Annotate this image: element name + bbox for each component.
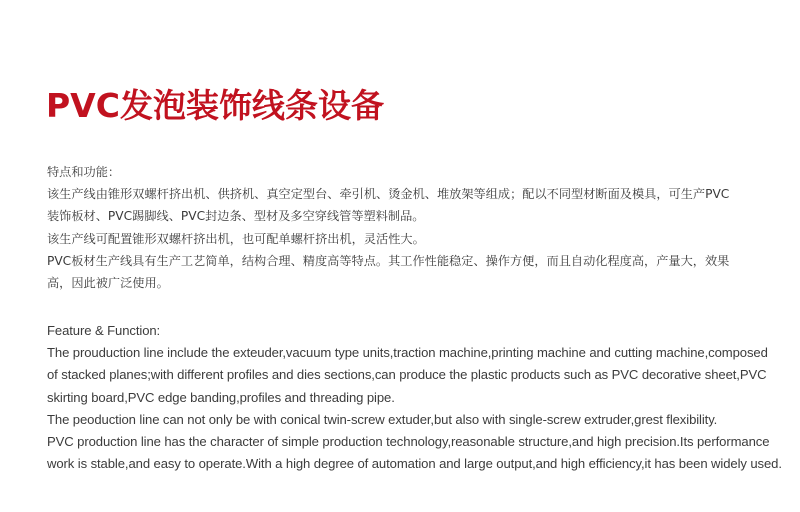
english-paragraph-line: PVC production line has the character of simple production technology,reasonable structure,and high precision.Its performance: [47, 434, 770, 450]
english-paragraph-line: work is stable,and easy to operate.With a high degree of automation and large output,and high efficiency,it has been widely used.: [47, 456, 782, 472]
chinese-paragraph-line: 该生产线可配置锥形双螺杆挤出机，也可配单螺杆挤出机，灵活性大。: [47, 231, 425, 246]
chinese-paragraph-line: PVC板材生产线具有生产工艺简单，结构合理、精度高等特点。其工作性能稳定、操作方便，而且自动化程度高，产量大，效果: [47, 253, 730, 268]
english-section-heading: Feature & Function:: [47, 323, 161, 338]
english-paragraph-line: The peoduction line can not only be with conical twin-screw extuder,but also with single-screw extruder,grest flexibility.: [47, 411, 718, 427]
english-paragraph-line: of stacked planes;with different profiles and dies sections,can produce the plastic products such as PVC decorative sheet,PVC: [47, 367, 767, 383]
chinese-feature-section: [47, 161, 787, 294]
english-paragraph-line: The prouduction line include the exteuder,vacuum type units,traction machine,printing machine and cutting machine,composed: [47, 345, 768, 361]
chinese-paragraph-line: 高，因此被广泛使用。: [47, 276, 169, 291]
english-feature-section: [47, 320, 787, 475]
chinese-paragraph-line: 该生产线由锥形双螺杆挤出机、供挤机、真空定型台、牵引机、烫金机、堆放架等组成；配以不同型材断面及模具，可生产PVC: [47, 187, 730, 202]
chinese-paragraph-line: 装饰板材、PVC踢脚线、PVC封边条、型材及多空穿线管等塑料制品。: [47, 209, 425, 224]
chinese-section-heading: 特点和功能：: [47, 165, 121, 179]
page-title: PVC发泡装饰线条设备: [46, 86, 384, 125]
english-paragraph-line: skirting board,PVC edge banding,profiles and threading pipe.: [47, 389, 395, 405]
